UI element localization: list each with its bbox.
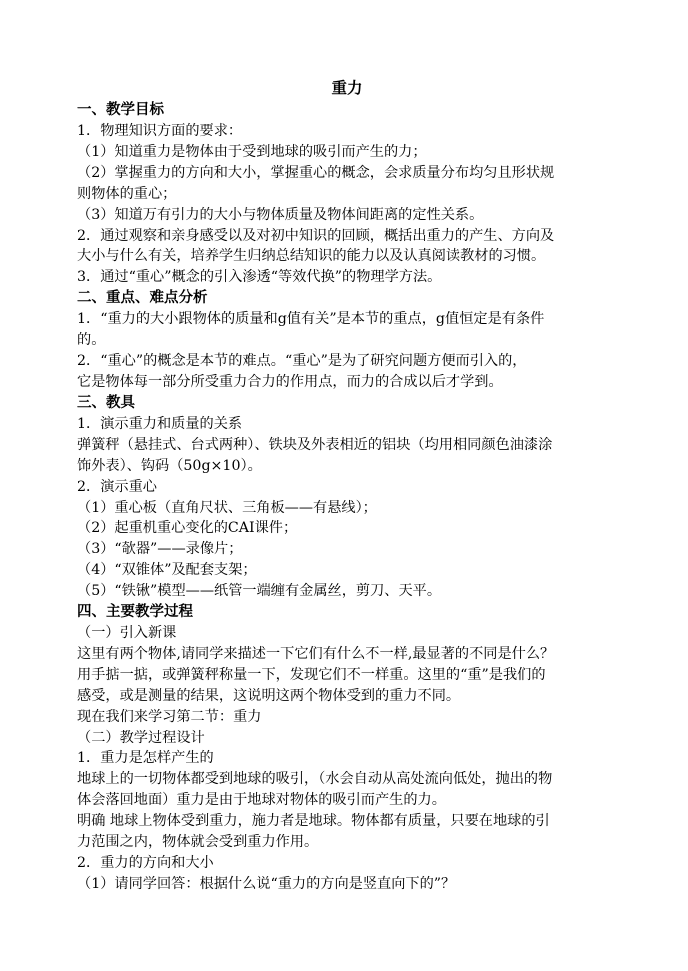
text-line: 用手掂一掂，或弹簧秤称量一下，发现它们不一样重。这里的“重”是我们的 [77,666,546,683]
text-line: 明确 地球上物体受到重力，施力者是地球。物体都有质量，只要在地球的引 [77,813,550,830]
text-line: 2．通过观察和亲身感受以及对初中知识的回顾，概括出重力的产生、方向及 [77,227,555,244]
text-line: 感受，或是测量的结果，这说明这两个物体受到的重力不同。 [77,687,461,704]
document-page [77,76,617,895]
section-teaching-process [77,602,617,895]
section-heading: 四、主要教学过程 [77,604,193,621]
text-line: （3）知道万有引力的大小与物体质量及物体间距离的定性关系。 [77,206,484,223]
text-line: （1）知道重力是物体由于受到地球的吸引而产生的力； [77,143,427,160]
text-line: 1．重力是怎样产生的 [77,750,214,767]
text-line: 弹簧秤（悬挂式、台式两种）、铁块及外表相近的铝块（均用相同颜色油漆涂 [77,436,553,453]
text-line: 大小与什么有关，培养学生归纳总结知识的能力以及认真阅读教材的习惯。 [77,248,546,265]
text-line: 1．演示重力和质量的关系 [77,415,243,432]
text-line: 2．重力的方向和大小 [77,855,214,871]
section-teaching-goals [77,100,617,288]
text-line: 2．“重心”的概念是本节的难点。“重心”是为了研究问题方便而引入的， [77,353,527,370]
text-line: （一）引入新课 [77,625,177,642]
text-line: 1．物理知识方面的要求： [77,123,243,139]
document-title: 重力 [331,79,363,97]
section-heading: 一、教学目标 [77,102,164,118]
text-line: （5）“铁锹”模型——纸管一端缠有金属丝，剪刀、天平。 [77,583,442,600]
text-line: （2）起重机重心变化的CAI课件； [77,520,298,537]
text-line: 这里有两个物体,请同学来描述一下它们有什么不一样,最显著的不同是什么？ [77,645,555,662]
text-line: 它是物体每一部分所受重力合力的作用点，而力的合成以后才学到。 [77,373,503,390]
text-line: 饰外表）、钩码（50g×10）。 [77,457,262,474]
text-line: （1）重心板（直角尺状、三角板——有悬线）； [77,499,377,516]
section-key-points [77,288,617,393]
text-line: （2）掌握重力的方向和大小，掌握重心的概念，会求质量分布均匀且形状规 [77,164,555,181]
text-line: 1．“重力的大小跟物体的质量和g值有关”是本节的重点，g值恒定是有条件 [77,311,545,328]
text-line: 体会落回地面）重力是由于地球对物体的吸引而产生的力。 [77,792,446,809]
text-line: 2．演示重心 [77,478,157,495]
text-line: 力范围之内，物体就会受到重力作用。 [77,834,319,851]
text-line: （二）教学过程设计 [77,729,205,746]
text-line: 地球上的一切物体都受到地球的吸引，（水会自动从高处流向低处，抛出的物 [77,771,553,788]
text-line: （3）“欹器”——录像片； [77,541,243,558]
section-teaching-aids [77,393,617,602]
section-heading: 二、重点、难点分析 [77,290,208,307]
text-line: （1）请同学回答：根据什么说“重力的方向是竖直向下的”？ [77,875,456,892]
section-heading: 三、教具 [77,394,135,411]
text-line: 3．通过“重心”概念的引入渗透“等效代换”的物理学方法。 [77,269,442,286]
text-line: （4）“双锥体”及配套支架； [77,562,257,579]
text-line: 的。 [77,332,106,349]
text-line: 现在我们来学习第二节：重力 [77,708,262,725]
text-line: 则物体的重心； [77,185,177,202]
